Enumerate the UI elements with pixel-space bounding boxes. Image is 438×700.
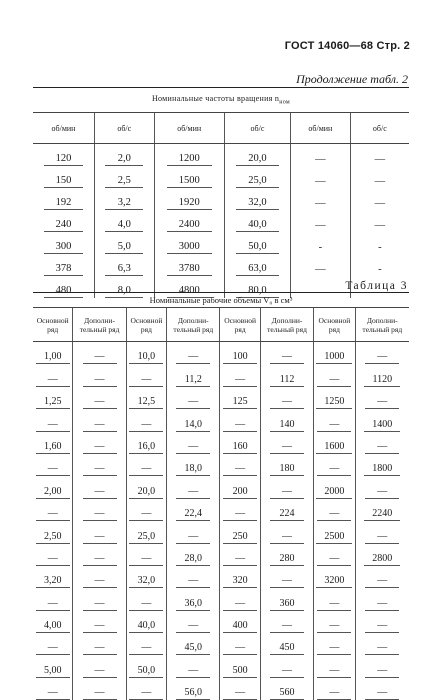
table-cell: —: [355, 611, 409, 633]
table-cell: —: [126, 409, 166, 431]
table-cell: 1,25: [33, 387, 73, 409]
table-cell: —: [33, 588, 73, 610]
table-row: [33, 409, 409, 431]
table3-col-header: Дополни-тельный ряд: [167, 308, 220, 342]
table-cell: -: [350, 254, 409, 276]
table-cell: —: [167, 432, 220, 454]
table-cell: —: [220, 633, 260, 655]
table-cell: —: [126, 588, 166, 610]
table-cell: 1920: [154, 188, 224, 210]
table-cell: —: [220, 364, 260, 386]
table-cell: —: [355, 566, 409, 588]
table-cell: —: [73, 633, 126, 655]
table-cell: 28,0: [167, 544, 220, 566]
table-row: [33, 611, 409, 633]
table-row: [33, 210, 409, 232]
table-cell: —: [260, 387, 313, 409]
table-cell: 32,0: [224, 188, 290, 210]
table-cell: —: [73, 409, 126, 431]
table-cell: —: [73, 655, 126, 677]
table-cell: —: [73, 678, 126, 700]
table-cell: —: [314, 409, 355, 431]
table-cell: 80,0: [224, 276, 290, 298]
table-cell: 1600: [314, 432, 355, 454]
table-cell: —: [220, 499, 260, 521]
table-cell: 2,50: [33, 521, 73, 543]
table-cell: —: [126, 544, 166, 566]
rotation-speed-table: [33, 87, 409, 298]
table3-col-header: Основной ряд: [314, 308, 355, 342]
table-row: [33, 387, 409, 409]
table-cell: 20,0: [126, 476, 166, 498]
continuation-label: Продолжение табл. 2: [296, 72, 408, 87]
table-cell: —: [167, 476, 220, 498]
table-cell: —: [167, 655, 220, 677]
table-cell: —: [314, 655, 355, 677]
table-cell: 480: [33, 276, 94, 298]
table-cell: —: [33, 678, 73, 700]
table3-col-header: Дополни-тельный ряд: [260, 308, 313, 342]
table-cell: —: [314, 611, 355, 633]
table-cell: 2240: [355, 499, 409, 521]
table-row: [33, 166, 409, 188]
table-cell: —: [220, 588, 260, 610]
table-cell: -: [350, 232, 409, 254]
table-cell: —: [167, 611, 220, 633]
table-cell: 25,0: [126, 521, 166, 543]
working-volume-table: [33, 292, 409, 700]
table-cell: 10,0: [126, 342, 166, 365]
table-cell: 45,0: [167, 633, 220, 655]
table-cell: —: [355, 432, 409, 454]
table-cell: 450: [260, 633, 313, 655]
table-cell: 2,00: [33, 476, 73, 498]
table-cell: —: [220, 454, 260, 476]
table-cell: 14,0: [167, 409, 220, 431]
table-cell: —: [220, 678, 260, 700]
table-cell: 2000: [314, 476, 355, 498]
table-cell: —: [73, 432, 126, 454]
table-row: [33, 476, 409, 498]
table2-col-header: об/с: [94, 113, 154, 144]
table-cell: —: [73, 588, 126, 610]
table-row: [33, 588, 409, 610]
table-cell: 32,0: [126, 566, 166, 588]
table-cell: —: [355, 655, 409, 677]
table-row: [33, 633, 409, 655]
table-cell: —: [260, 566, 313, 588]
table3-header-row: [33, 308, 409, 342]
table-cell: —: [73, 454, 126, 476]
table-cell: 5,0: [94, 232, 154, 254]
table-cell: —: [167, 521, 220, 543]
table-cell: 2,0: [94, 144, 154, 167]
table-cell: 180: [260, 454, 313, 476]
table2-col-header: об/мин: [291, 113, 351, 144]
table-cell: —: [220, 544, 260, 566]
table-cell: —: [73, 499, 126, 521]
table-cell: 140: [260, 409, 313, 431]
table-cell: 5,00: [33, 655, 73, 677]
table-cell: —: [73, 342, 126, 365]
table-cell: 18,0: [167, 454, 220, 476]
table-cell: 1250: [314, 387, 355, 409]
table-cell: 6,3: [94, 254, 154, 276]
table-cell: 50,0: [224, 232, 290, 254]
table-cell: 20,0: [224, 144, 290, 167]
table2-col-header: об/с: [350, 113, 409, 144]
table-row: [33, 521, 409, 543]
table3-label: Таблица 3: [345, 280, 408, 292]
table-cell: 250: [220, 521, 260, 543]
table-cell: —: [73, 387, 126, 409]
table-cell: 25,0: [224, 166, 290, 188]
table-cell: 2,5: [94, 166, 154, 188]
table-cell: 4800: [154, 276, 224, 298]
table2-body: [33, 144, 409, 299]
table2-col-header: об/мин: [33, 113, 94, 144]
table-cell: 1500: [154, 166, 224, 188]
table-cell: 3,2: [94, 188, 154, 210]
table-cell: 36,0: [167, 588, 220, 610]
table-cell: —: [73, 521, 126, 543]
table-cell: 16,0: [126, 432, 166, 454]
table-row: [33, 342, 409, 365]
table-cell: —: [167, 566, 220, 588]
table-cell: 1,00: [33, 342, 73, 365]
table-cell: —: [33, 544, 73, 566]
table-cell: —: [126, 499, 166, 521]
table3-col-header: Основной ряд: [220, 308, 260, 342]
table-cell: —: [260, 521, 313, 543]
table-cell: 560: [260, 678, 313, 700]
table-cell: -: [291, 232, 351, 254]
table-cell: 3780: [154, 254, 224, 276]
table-cell: —: [33, 409, 73, 431]
table-cell: 400: [220, 611, 260, 633]
table-cell: —: [260, 476, 313, 498]
table-cell: 63,0: [224, 254, 290, 276]
table3-col-header: Основной ряд: [33, 308, 73, 342]
table-cell: —: [126, 678, 166, 700]
table-cell: —: [73, 611, 126, 633]
table-cell: —: [260, 611, 313, 633]
table-cell: 192: [33, 188, 94, 210]
table-cell: —: [350, 144, 409, 167]
page-header: ГОСТ 14060—68 Стр. 2: [285, 40, 410, 52]
table-cell: —: [314, 544, 355, 566]
table-cell: 100: [220, 342, 260, 365]
table-cell: —: [33, 364, 73, 386]
table2-header-row: [33, 113, 409, 144]
table-cell: —: [73, 544, 126, 566]
table-cell: —: [355, 342, 409, 365]
table-cell: —: [126, 454, 166, 476]
table-cell: —: [126, 364, 166, 386]
table-cell: —: [355, 521, 409, 543]
table-cell: 40,0: [224, 210, 290, 232]
table-row: [33, 144, 409, 167]
table-cell: 378: [33, 254, 94, 276]
table-row: [33, 232, 409, 254]
table-cell: —: [220, 409, 260, 431]
table-cell: 1000: [314, 342, 355, 365]
table-cell: 500: [220, 655, 260, 677]
table-cell: 2500: [314, 521, 355, 543]
table-cell: —: [314, 499, 355, 521]
table-cell: 11,2: [167, 364, 220, 386]
table-row: [33, 364, 409, 386]
table-cell: —: [291, 166, 351, 188]
table-cell: 1400: [355, 409, 409, 431]
table-cell: —: [260, 342, 313, 365]
table-cell: 120: [33, 144, 94, 167]
table2-col-header: об/с: [224, 113, 290, 144]
table-cell: 2800: [355, 544, 409, 566]
table-cell: 40,0: [126, 611, 166, 633]
table-cell: —: [314, 454, 355, 476]
table-cell: 3200: [314, 566, 355, 588]
table3-col-header: Дополни-тельный ряд: [73, 308, 126, 342]
table-row: [33, 254, 409, 276]
table-row: [33, 544, 409, 566]
table-cell: —: [350, 188, 409, 210]
table-cell: —: [355, 476, 409, 498]
table3-col-header: Дополни-тельный ряд: [355, 308, 409, 342]
table-cell: 300: [33, 232, 94, 254]
table-cell: 2400: [154, 210, 224, 232]
table2-col-header: об/мин: [154, 113, 224, 144]
table-cell: —: [73, 364, 126, 386]
table-cell: —: [73, 476, 126, 498]
table3-body: [33, 342, 409, 700]
table-cell: —: [314, 678, 355, 700]
table-row: [33, 678, 409, 700]
table-cell: —: [314, 364, 355, 386]
table-cell: 1200: [154, 144, 224, 167]
table-cell: —: [33, 633, 73, 655]
table-cell: —: [33, 499, 73, 521]
table-cell: —: [167, 342, 220, 365]
table-cell: 1120: [355, 364, 409, 386]
table-cell: 8,0: [94, 276, 154, 298]
table-cell: —: [350, 210, 409, 232]
table-cell: 150: [33, 166, 94, 188]
table-cell: 280: [260, 544, 313, 566]
table-cell: —: [355, 387, 409, 409]
table-cell: —: [33, 454, 73, 476]
table-cell: —: [126, 633, 166, 655]
table-cell: 56,0: [167, 678, 220, 700]
table-cell: 50,0: [126, 655, 166, 677]
table-row: [33, 432, 409, 454]
table-cell: 3000: [154, 232, 224, 254]
table-cell: 360: [260, 588, 313, 610]
table-cell: 160: [220, 432, 260, 454]
table-row: [33, 566, 409, 588]
table-cell: —: [291, 144, 351, 167]
table-cell: —: [167, 387, 220, 409]
table-cell: 240: [33, 210, 94, 232]
table-cell: 3,20: [33, 566, 73, 588]
table-cell: 224: [260, 499, 313, 521]
table-cell: —: [355, 588, 409, 610]
table-cell: —: [291, 210, 351, 232]
table-cell: —: [355, 633, 409, 655]
table-cell: —: [314, 588, 355, 610]
table-cell: —: [73, 566, 126, 588]
table-cell: 1800: [355, 454, 409, 476]
table-cell: —: [291, 254, 351, 276]
table-cell: —: [260, 432, 313, 454]
table-row: [33, 499, 409, 521]
table-cell: 4,0: [94, 210, 154, 232]
table3-col-header: Основной ряд: [126, 308, 166, 342]
table-cell: —: [260, 655, 313, 677]
table-cell: 125: [220, 387, 260, 409]
table2-title: Номинальные частоты вращения $n_{ном}$: [33, 88, 409, 113]
table-cell: —: [314, 633, 355, 655]
table-cell: —: [355, 678, 409, 700]
table-cell: 22,4: [167, 499, 220, 521]
table-cell: —: [350, 166, 409, 188]
table3-title: Номинальные рабочие объемы V₀ в см³: [33, 293, 409, 308]
table-cell: 200: [220, 476, 260, 498]
table-row: [33, 454, 409, 476]
table-cell: 320: [220, 566, 260, 588]
table-cell: 12,5: [126, 387, 166, 409]
table-cell: —: [291, 188, 351, 210]
table-cell: 112: [260, 364, 313, 386]
table-cell: 4,00: [33, 611, 73, 633]
table-row: [33, 188, 409, 210]
table-cell: 1,60: [33, 432, 73, 454]
